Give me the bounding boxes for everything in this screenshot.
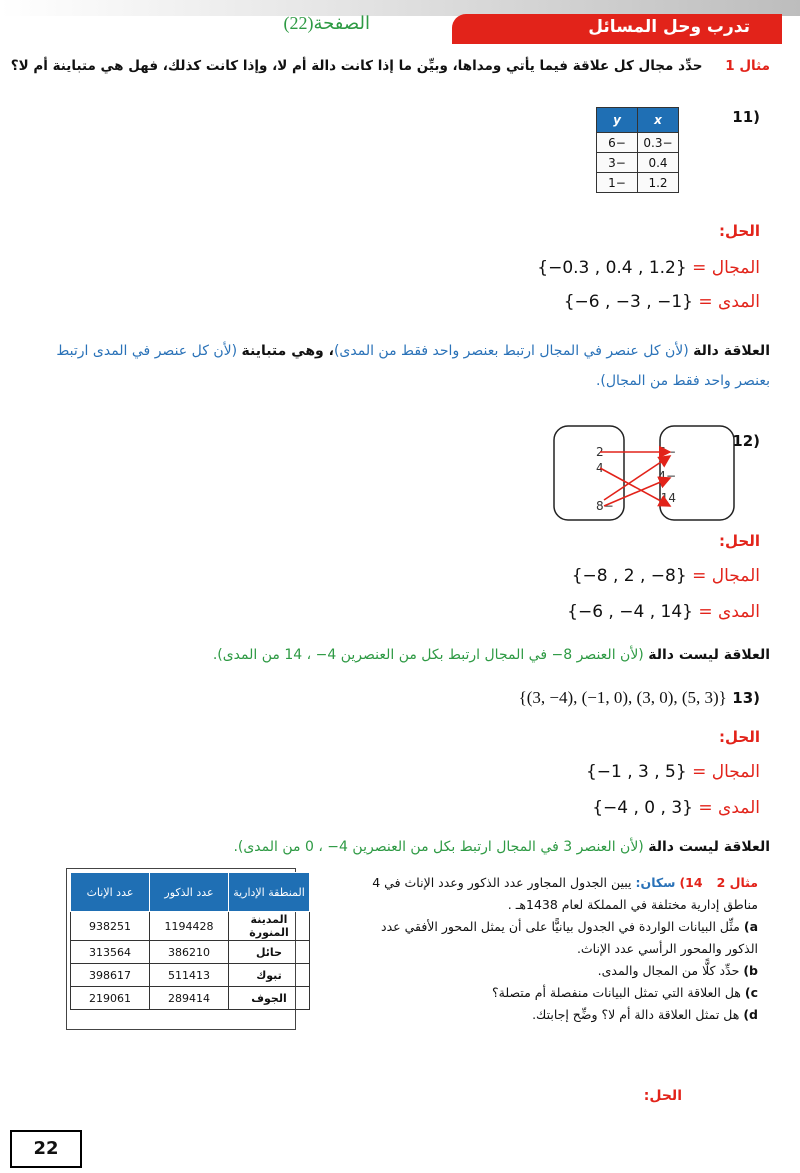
q12-solution-label: الحل:	[719, 532, 760, 550]
q11-solution-label: الحل:	[719, 222, 760, 240]
header-males: عدد الذكور	[150, 873, 229, 912]
q14-intro: يبين الجدول المجاور عدد الذكور وعدد الإناث في 4 مناطق إدارية مختلفة في المملكة لعام 1438هـ .	[372, 875, 758, 912]
q14-part-c	[348, 982, 758, 1004]
q11-range: المدى = {−6 , −3 , −1}	[563, 292, 760, 312]
part-text: حدِّد كلًّا من المجال والمدى.	[597, 963, 740, 978]
part-letter: b)	[743, 963, 758, 978]
part-letter: a)	[743, 919, 758, 934]
q12-mapping-diagram	[552, 422, 738, 524]
table-cell: 511413	[150, 964, 229, 987]
table-cell: −6	[597, 133, 638, 153]
q14-part-a	[348, 916, 758, 960]
mapping-range-value: −4	[658, 469, 676, 483]
table-cell: 398617	[71, 964, 150, 987]
table-cell: 289414	[150, 987, 229, 1010]
domain-label: المجال	[711, 566, 760, 586]
table-row	[597, 133, 679, 153]
range-label: المدى	[718, 798, 760, 818]
table-cell: 938251	[71, 912, 150, 941]
q14-number: 14)	[679, 875, 703, 890]
table-cell: حائل	[229, 941, 310, 964]
q11-table	[596, 107, 679, 193]
table-row	[597, 173, 679, 193]
domain-label: المجال	[711, 762, 760, 782]
section-title: تدرب وحل المسائل	[588, 17, 750, 37]
q13-number: (13	[732, 689, 760, 707]
range-label: المدى	[718, 292, 760, 312]
part-letter: d)	[743, 1007, 758, 1022]
part-text: مثِّل البيانات الواردة في الجدول بيانيًّا على أن يمثل المحور الأفقي عدد الذكور والمحور الرأسي عدد الإناث.	[381, 919, 758, 956]
q12-number: (12	[732, 432, 760, 450]
mapping-domain-value: 2	[596, 445, 604, 459]
conclusion-verdict: العلاقة ليست دالة	[648, 647, 770, 663]
q11-number: (11	[732, 108, 760, 126]
conclusion-reason: (لأن العنصر 3 في المجال ارتبط بكل من العنصرين 4− ، 0 من المدى).	[233, 839, 644, 855]
conclusion-reason: (لأن العنصر 8− في المجال ارتبط بكل من العنصرين 4− ، 14 من المدى).	[212, 647, 644, 663]
table-cell: −1	[597, 173, 638, 193]
q13-prompt	[519, 688, 760, 708]
domain-set: {−8 , 2 , −8}	[571, 566, 687, 586]
conclusion-verdict: العلاقة دالة	[693, 343, 770, 359]
page-label: الصفحة(22)	[283, 13, 370, 33]
table-cell: −3	[597, 153, 638, 173]
q12-range: المدى = {−6 , −4 , 14}	[567, 602, 760, 622]
conclusion-reason-2: (لأن كل عنصر في المدى ارتبط بعنصر واحد فقط من المجال).	[56, 343, 770, 389]
q14-block	[348, 872, 758, 1026]
table-row	[71, 987, 310, 1010]
range-set: {−6 , −4 , 14}	[567, 602, 693, 622]
q12-conclusion	[25, 640, 770, 670]
table-cell: تبوك	[229, 964, 310, 987]
conclusion-verdict: العلاقة ليست دالة	[648, 839, 770, 855]
q13-conclusion	[25, 832, 770, 862]
table-row	[71, 964, 310, 987]
q13-range: المدى = {−4 , 0 , 3}	[592, 798, 760, 818]
part-text: هل العلاقة التي تمثل البيانات منفصلة أم متصلة؟	[491, 985, 741, 1000]
table-cell: الجوف	[229, 987, 310, 1010]
q12-domain: المجال = {−8 , 2 , −8}	[571, 566, 760, 586]
table-row	[71, 941, 310, 964]
domain-label: المجال	[711, 258, 760, 278]
example2-label: مثال 2	[716, 875, 758, 890]
q11-conclusion	[25, 336, 770, 396]
table-cell: 313564	[71, 941, 150, 964]
q14-topic: سكان:	[635, 875, 676, 890]
range-label: المدى	[718, 602, 760, 622]
table-cell: 0.4	[638, 153, 679, 173]
example1-label: مثال 1	[725, 58, 770, 74]
q11-header-x: x	[638, 108, 679, 133]
page-number-box: 22	[10, 1130, 82, 1168]
q14-part-b	[348, 960, 758, 982]
mapping-domain-value: −8	[596, 499, 614, 513]
table-cell: المدينة المنورة	[229, 912, 310, 941]
q11-domain: المجال = {−0.3 , 0.4 , 1.2}	[537, 258, 760, 278]
example1-text: حدِّد مجال كل علاقة فيما يأتي ومداها، وبيِّن ما إذا كانت دالة أم لا، وإذا كانت كذلك، فهل هي متباينة أم لا؟	[10, 58, 703, 74]
domain-set: {−0.3 , 0.4 , 1.2}	[537, 258, 687, 278]
mapping-domain-value: 4	[596, 461, 604, 475]
range-set: {−6 , −3 , −1}	[563, 292, 693, 312]
q14-population-table	[70, 872, 310, 1010]
q14-part-d	[348, 1004, 758, 1026]
q13-relation: {(3, −4), (−1, 0), (3, 0), (5, 3)}	[518, 688, 727, 707]
part-letter: c)	[744, 985, 758, 1000]
table-cell: 386210	[150, 941, 229, 964]
header-region: المنطقة الإدارية	[229, 873, 310, 912]
mapping-range-value: 14	[660, 491, 676, 505]
domain-set: {−1 , 3 , 5}	[585, 762, 687, 782]
conclusion-verdict-2: ، وهي متباينة	[241, 343, 334, 359]
q13-solution-label: الحل:	[719, 728, 760, 746]
q11-header-y: y	[597, 108, 638, 133]
header-females: عدد الإناث	[71, 873, 150, 912]
conclusion-reason: (لأن كل عنصر في المجال ارتبط بعنصر واحد فقط من المدى)	[333, 343, 689, 359]
example1-instruction	[10, 58, 770, 74]
table-cell: 219061	[71, 987, 150, 1010]
mapping-range-value: −6	[658, 445, 676, 459]
table-cell: −0.3	[638, 133, 679, 153]
q14-solution-label: الحل:	[643, 1088, 682, 1104]
q13-domain: المجال = {−1 , 3 , 5}	[585, 762, 760, 782]
table-cell: 1.2	[638, 173, 679, 193]
table-cell: 1194428	[150, 912, 229, 941]
range-set: {−4 , 0 , 3}	[592, 798, 693, 818]
table-row	[597, 153, 679, 173]
part-text: هل تمثل العلاقة دالة أم لا؟ وضِّح إجابتك.	[532, 1007, 740, 1022]
table-row	[71, 912, 310, 941]
